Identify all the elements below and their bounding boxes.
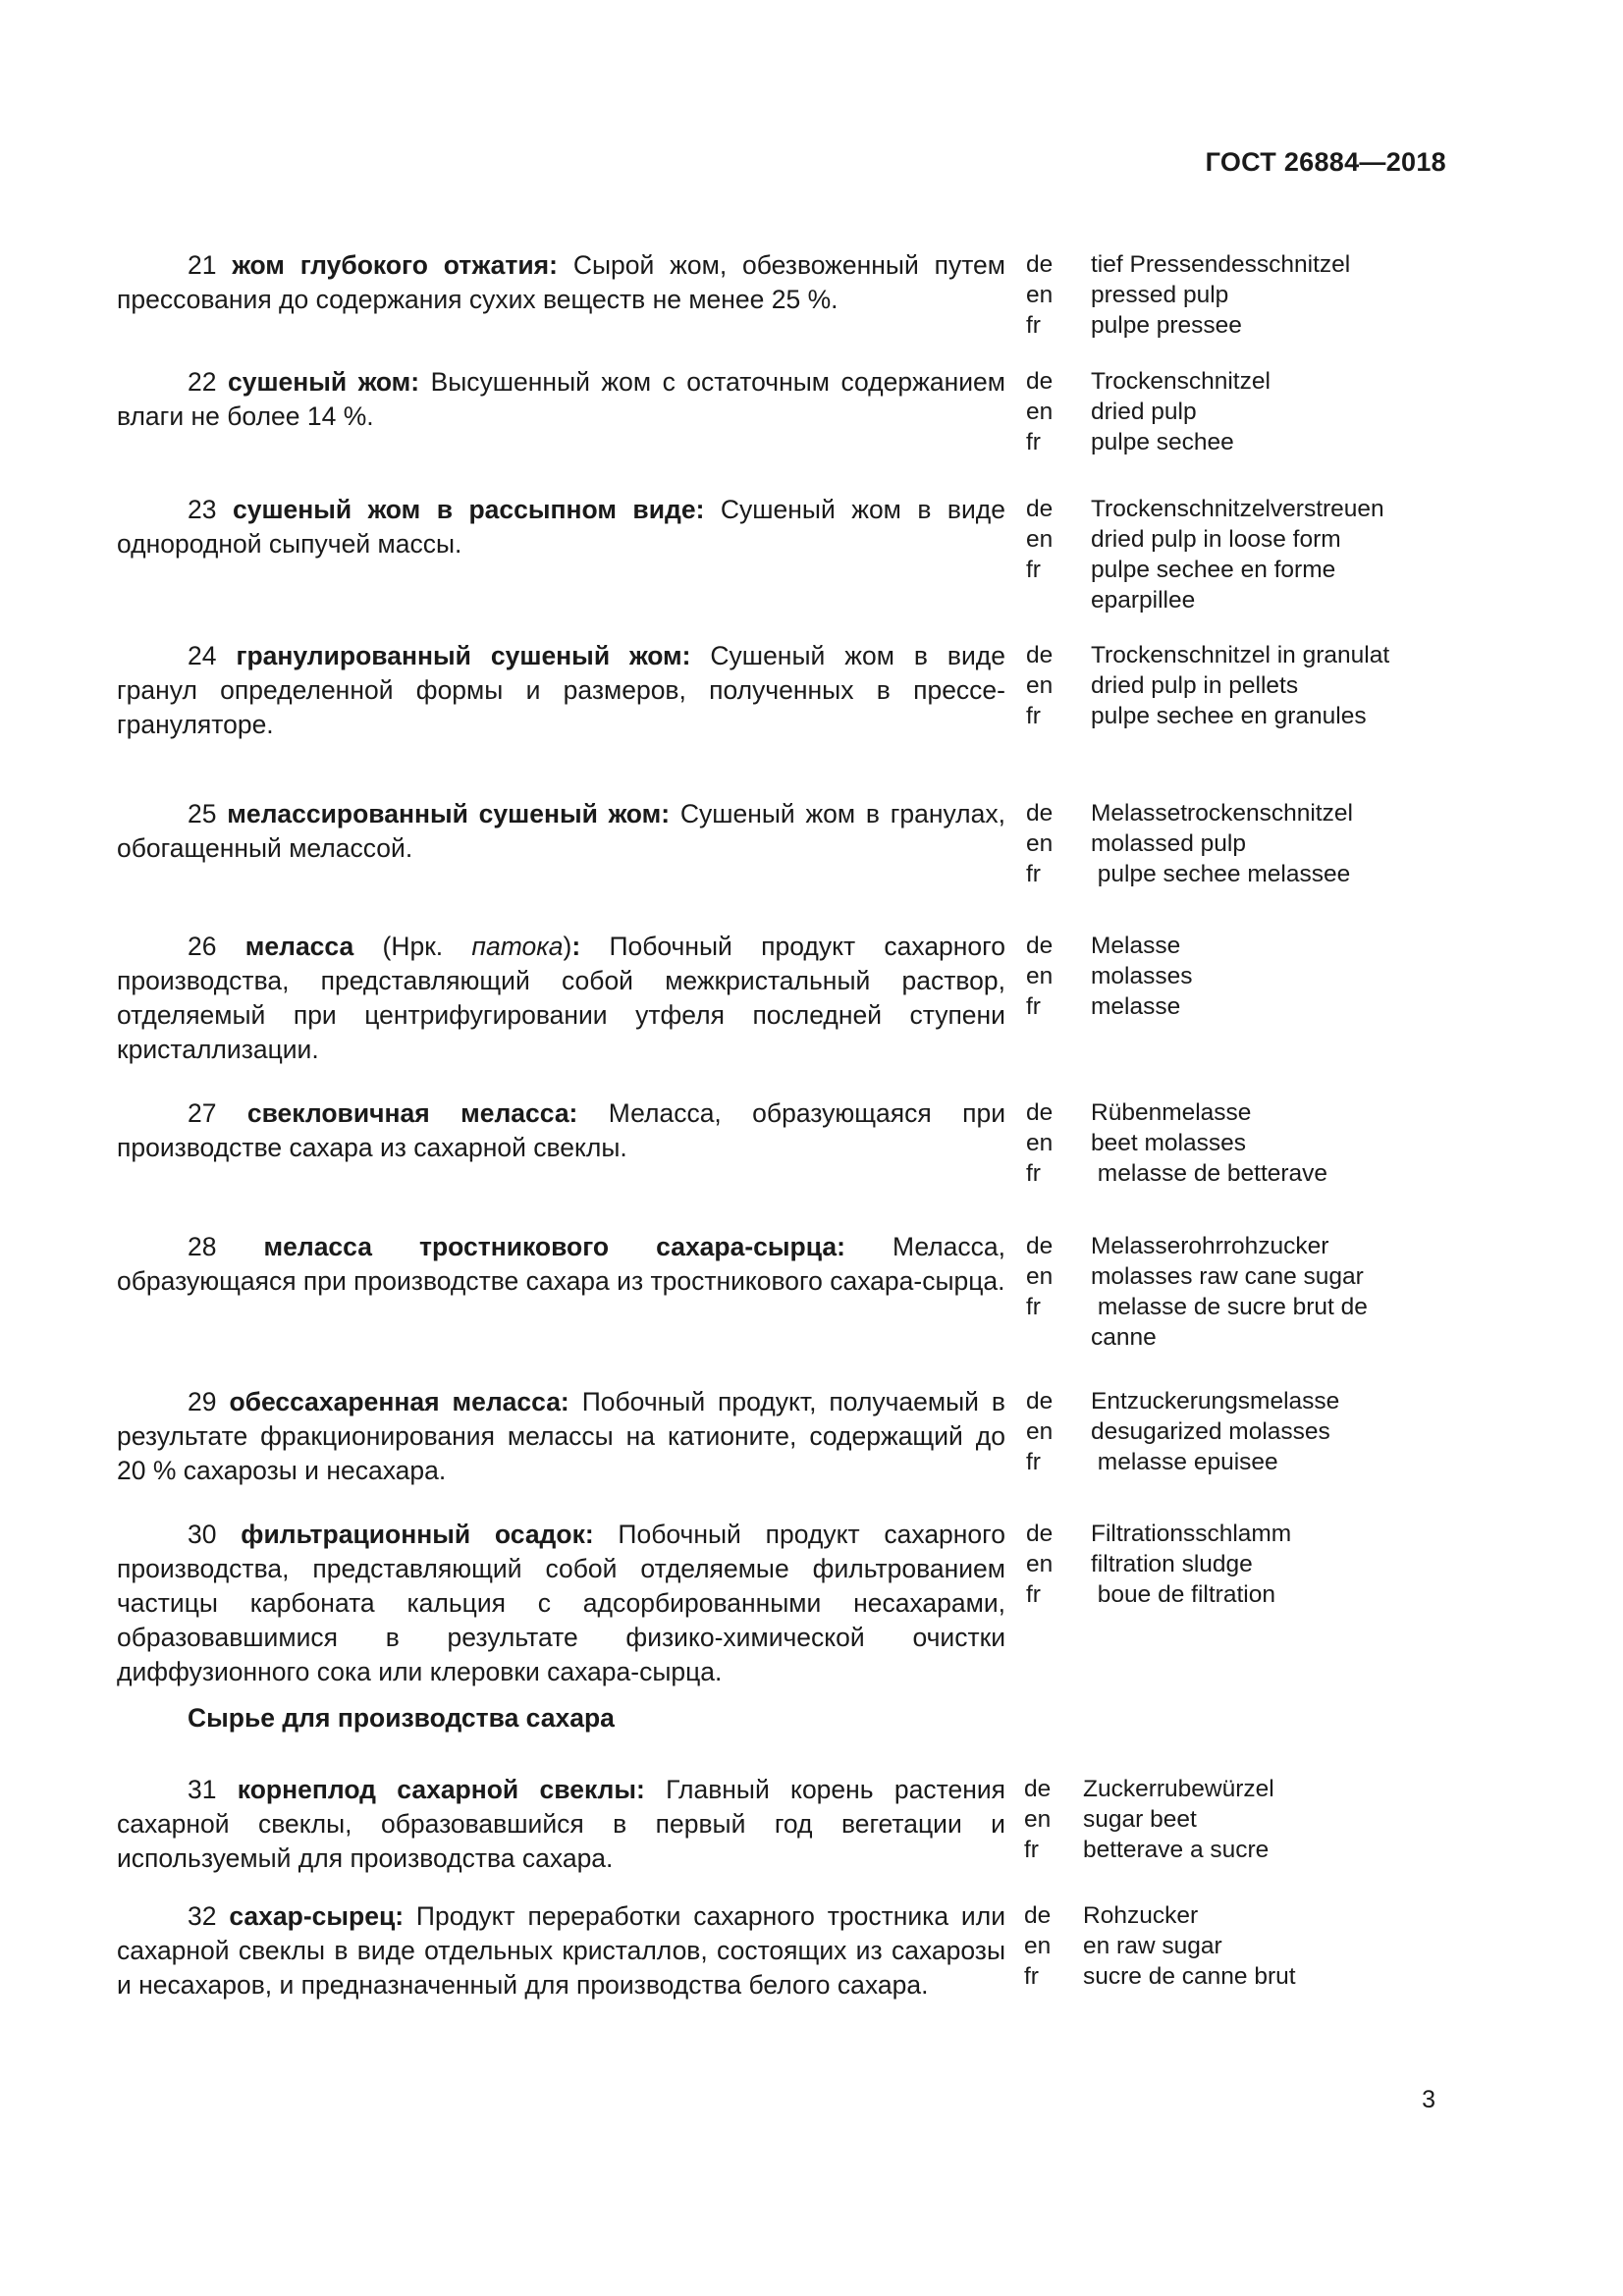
definition-text: Сушеный жом в гранулах, обогащенный мелассой. (117, 799, 1005, 863)
term-note-open: (Нрк. (353, 932, 472, 961)
translation-en: dried pulp in pellets (1091, 672, 1299, 699)
language-codes (1026, 366, 1053, 457)
language-codes (1026, 1519, 1053, 1610)
document-standard-number: ГОСТ 26884—2018 (1205, 147, 1446, 177)
term-note-deprecated: патока (471, 932, 564, 961)
term-name: фильтрационный осадок: (241, 1520, 594, 1549)
term-number: 32 (188, 1901, 217, 1931)
translation-fr: pulpe sechee en forme eparpillee (1091, 557, 1336, 614)
definition-text: Сушеный жом в виде гранул определенной формы и размеров, полученных в прессе-грануляторе. (117, 641, 1005, 739)
definition-text: Сырой жом, обезвоженный путем прессования до содержания сухих веществ не менее 25 %. (117, 250, 1005, 314)
term-name: меласса тростникового сахара-сырца: (263, 1232, 845, 1261)
lang-code-fr: fr (1026, 312, 1041, 339)
translation-fr: pulpe pressee (1091, 312, 1242, 339)
lang-code-en: en (1026, 1551, 1054, 1577)
translations (1091, 1097, 1425, 1189)
definition-text: Побочный продукт сахарного производства, представляющий собой отделяемые фильтрованием частицы карбоната кальция с адсорбированными несахарами, образовавшимися в результате физико-химической очистки диффузионного сока или клеровки сахара-сырца. (117, 1520, 1005, 1686)
definition-text: Побочный продукт сахарного производства, представляющий собой межкристальный раствор, отделяемый при центрифугировании утфеля последней ступени кристаллизации. (117, 932, 1005, 1064)
term-number: 31 (188, 1775, 217, 1804)
language-codes (1026, 1097, 1053, 1189)
term-name: меласса (244, 932, 354, 961)
translations (1091, 366, 1425, 457)
lang-code-fr: fr (1026, 1160, 1041, 1187)
translation-de: Rohzucker (1083, 1902, 1199, 1929)
lang-code-de: de (1026, 642, 1054, 668)
translation-fr: melasse epuisee (1091, 1449, 1278, 1475)
lang-code-de: de (1024, 1902, 1052, 1929)
translations (1091, 1386, 1425, 1477)
lang-code-de: de (1026, 800, 1054, 827)
lang-code-fr: fr (1026, 703, 1041, 729)
term-number: 27 (188, 1098, 217, 1128)
term-number: 26 (188, 932, 217, 961)
translation-en: pressed pulp (1091, 282, 1229, 308)
language-codes (1026, 640, 1053, 731)
lang-code-de: de (1026, 1521, 1054, 1547)
term-number: 28 (188, 1232, 217, 1261)
lang-code-fr: fr (1026, 1449, 1041, 1475)
term-number: 21 (188, 250, 217, 280)
definition (117, 930, 1005, 1067)
language-codes (1026, 1386, 1053, 1477)
lang-code-en: en (1026, 282, 1054, 308)
translation-fr: melasse de sucre brut de canne (1091, 1294, 1375, 1351)
lang-code-de: de (1026, 1099, 1054, 1126)
term-note-close: ) (563, 932, 572, 961)
language-codes (1026, 249, 1053, 341)
translation-en: en raw sugar (1083, 1933, 1222, 1959)
translation-de: Melasse (1091, 933, 1181, 959)
translation-de: Trockenschnitzelverstreuen (1091, 496, 1384, 522)
lang-code-en: en (1024, 1933, 1052, 1959)
definition-text: Меласса, образующаяся при производстве сахара из тростникового сахара-сырца. (117, 1232, 1005, 1296)
definition-text: Главный корень растения сахарной свеклы, образовавшийся в первый год вегетации и используемый для производства сахара. (117, 1775, 1005, 1873)
translation-fr: sucre de canne brut (1083, 1963, 1296, 1990)
translations (1091, 640, 1425, 731)
language-codes (1026, 931, 1053, 1022)
lang-code-fr: fr (1026, 993, 1041, 1020)
page-number: 3 (1422, 2086, 1435, 2113)
lang-code-fr: fr (1024, 1837, 1039, 1863)
definition-text: Высушенный жом с остаточным содержанием влаги не более 14 %. (117, 367, 1005, 431)
term-name: свекловичная меласса: (246, 1098, 578, 1128)
definition (117, 1773, 1005, 1876)
definition (117, 1518, 1005, 1689)
translations (1091, 1519, 1425, 1610)
translation-en: beet molasses (1091, 1130, 1246, 1156)
lang-code-de: de (1026, 251, 1054, 278)
definition-text: Сушеный жом в виде однородной сыпучей массы. (117, 495, 1005, 559)
language-codes (1026, 1231, 1053, 1322)
term-number: 25 (188, 799, 217, 828)
translation-fr: melasse de betterave (1091, 1160, 1328, 1187)
translation-de: Entzuckerungsmelasse (1091, 1388, 1340, 1415)
language-codes (1024, 1900, 1051, 1992)
definition (117, 248, 1005, 317)
lang-code-en: en (1026, 399, 1054, 425)
lang-code-fr: fr (1026, 1294, 1041, 1320)
lang-code-en: en (1026, 1418, 1054, 1445)
translations (1091, 798, 1425, 889)
translations (1083, 1774, 1417, 1865)
translation-en: sugar beet (1083, 1806, 1197, 1833)
term-name: сушеный жом в рассыпном виде: (232, 495, 705, 524)
translation-de: Melasserohrrohzucker (1091, 1233, 1329, 1259)
lang-code-en: en (1026, 526, 1054, 553)
definition (117, 639, 1005, 742)
translation-en: filtration sludge (1091, 1551, 1253, 1577)
lang-code-en: en (1026, 1263, 1054, 1290)
lang-code-en: en (1026, 672, 1054, 699)
definition (117, 1096, 1005, 1165)
translations (1091, 1231, 1425, 1353)
term-number: 29 (188, 1387, 217, 1416)
translation-fr: pulpe sechee (1091, 429, 1234, 455)
language-codes (1024, 1774, 1051, 1865)
translation-fr: pulpe sechee en granules (1091, 703, 1367, 729)
lang-code-de: de (1026, 368, 1054, 395)
translation-de: Trockenschnitzel in granulat (1091, 642, 1390, 668)
translations (1091, 494, 1425, 615)
translation-de: Rübenmelasse (1091, 1099, 1252, 1126)
lang-code-en: en (1026, 830, 1054, 857)
term-number: 24 (188, 641, 217, 670)
definition-text: Побочный продукт, получаемый в результате фракционирования мелассы на катионите, содержащий до 20 % сахарозы и несахара. (117, 1387, 1005, 1485)
translations (1083, 1900, 1417, 1992)
translation-en: molasses raw cane sugar (1091, 1263, 1364, 1290)
translation-de: tief Pressendesschnitzel (1091, 251, 1351, 278)
translation-fr: betterave a sucre (1083, 1837, 1270, 1863)
lang-code-fr: fr (1026, 1581, 1041, 1608)
translation-en: molasses (1091, 963, 1193, 989)
translation-en: molassed pulp (1091, 830, 1246, 857)
lang-code-de: de (1026, 1388, 1054, 1415)
translation-fr: pulpe sechee melassee (1091, 861, 1351, 887)
translation-fr: melasse (1091, 993, 1181, 1020)
language-codes (1026, 494, 1053, 585)
term-name: сахар-сырец: (229, 1901, 405, 1931)
lang-code-de: de (1026, 933, 1054, 959)
definition (117, 1385, 1005, 1488)
term-name: сушеный жом: (227, 367, 420, 397)
lang-code-de: de (1024, 1776, 1052, 1802)
lang-code-fr: fr (1024, 1963, 1039, 1990)
definition (117, 1899, 1005, 2002)
definition-text: Продукт переработки сахарного тростника или сахарной свеклы в виде отдельных кристаллов, состоящих из сахарозы и несахаров, и предназначенный для производства белого сахара. (117, 1901, 1005, 2000)
definition-text: Меласса, образующаяся при производстве сахара из сахарной свеклы. (117, 1098, 1006, 1162)
term-name: мелассированный сушеный жом: (227, 799, 671, 828)
term-number: 30 (188, 1520, 217, 1549)
translation-de: Filtrationsschlamm (1091, 1521, 1292, 1547)
term-name: обессахаренная меласса: (229, 1387, 569, 1416)
translations (1091, 931, 1425, 1022)
lang-code-fr: fr (1026, 557, 1041, 583)
term-name: корнеплод сахарной свеклы: (237, 1775, 645, 1804)
definition (117, 493, 1005, 561)
translation-de: Zuckerrubewürzel (1083, 1776, 1274, 1802)
language-codes (1026, 798, 1053, 889)
term-number: 23 (188, 495, 217, 524)
translations (1091, 249, 1425, 341)
definition (117, 1230, 1005, 1299)
lang-code-de: de (1026, 496, 1054, 522)
lang-code-fr: fr (1026, 861, 1041, 887)
definition (117, 365, 1005, 434)
term-colon: : (571, 932, 581, 961)
translation-de: Melassetrockenschnitzel (1091, 800, 1353, 827)
term-number: 22 (188, 367, 217, 397)
translation-fr: boue de filtration (1091, 1581, 1275, 1608)
translation-en: dried pulp in loose form (1091, 526, 1341, 553)
definition (117, 797, 1005, 866)
term-name: гранулированный сушеный жом: (236, 641, 691, 670)
term-name: жом глубокого отжатия: (232, 250, 558, 280)
section-heading: Сырье для производства сахара (188, 1703, 615, 1733)
lang-code-de: de (1026, 1233, 1054, 1259)
translation-en: desugarized molasses (1091, 1418, 1330, 1445)
lang-code-en: en (1026, 963, 1054, 989)
translation-de: Trockenschnitzel (1091, 368, 1271, 395)
lang-code-fr: fr (1026, 429, 1041, 455)
translation-en: dried pulp (1091, 399, 1197, 425)
lang-code-en: en (1026, 1130, 1054, 1156)
lang-code-en: en (1024, 1806, 1052, 1833)
